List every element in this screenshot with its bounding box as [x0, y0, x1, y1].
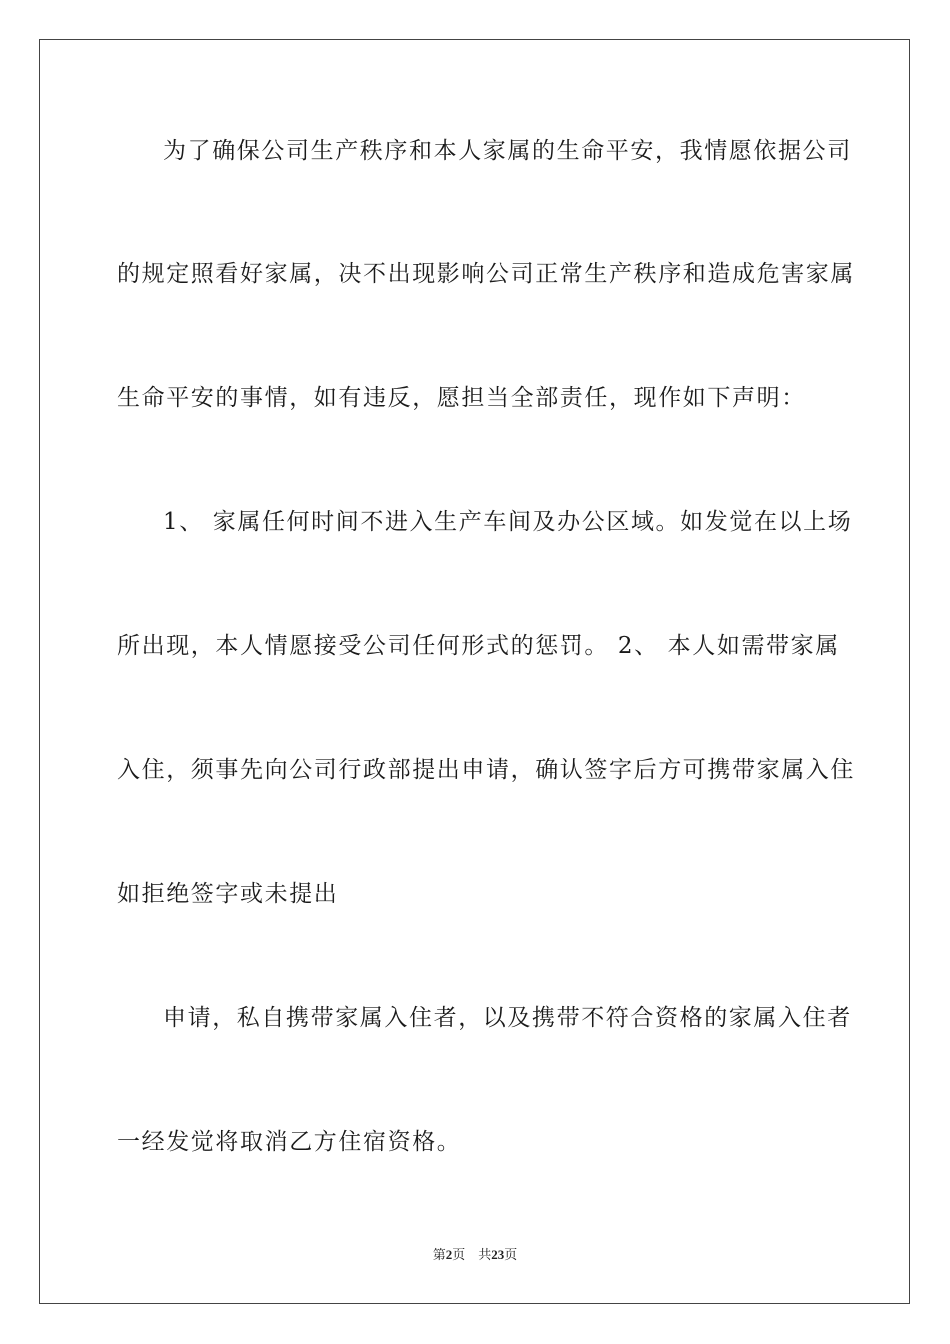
footer-total-prefix: 共	[478, 1247, 492, 1262]
paragraph-line-2: 的规定照看好家属，决不出现影响公司正常生产秩序和造成危害家属	[117, 261, 855, 287]
footer-total-pages: 23	[491, 1247, 505, 1262]
paragraph-line-6: 入住，须事先向公司行政部提出申请，确认签字后方可携带家属入住	[117, 757, 855, 783]
paragraph-line-5: 所出现，本人情愿接受公司任何形式的惩罚。 2、 本人如需带家属	[117, 633, 840, 659]
footer-page-prefix: 第	[432, 1247, 446, 1262]
paragraph-line-7: 如拒绝签字或未提出	[117, 881, 339, 907]
paragraph-line-9: 一经发觉将取消乙方住宿资格。	[117, 1129, 462, 1155]
footer-page-suffix: 页	[452, 1247, 466, 1262]
paragraph-line-1: 为了确保公司生产秩序和本人家属的生命平安，我情愿依据公司	[163, 138, 852, 164]
footer-page-number: 2	[445, 1247, 453, 1262]
paragraph-line-4: 1、 家属任何时间不进入生产车间及办公区域。如发觉在以上场	[163, 509, 853, 535]
footer-total-suffix: 页	[504, 1247, 518, 1262]
page-footer	[0, 1246, 950, 1264]
page-border	[39, 39, 910, 1304]
paragraph-line-3: 生命平安的事情，如有违反，愿担当全部责任，现作如下声明：	[117, 385, 806, 411]
paragraph-line-8: 申请，私自携带家属入住者，以及携带不符合资格的家属入住者	[163, 1005, 852, 1031]
